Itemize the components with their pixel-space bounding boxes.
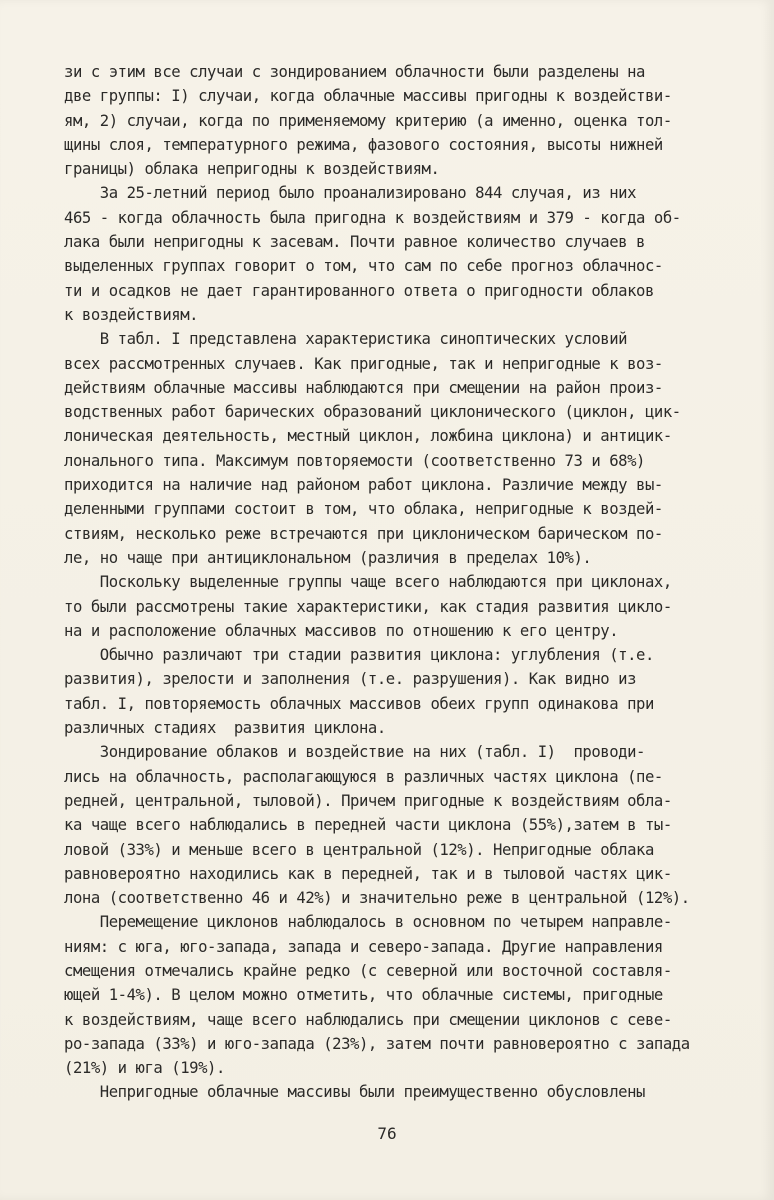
text-line: ниям: с юга, юго-запада, запада и северо-запада. Другие направления	[64, 937, 663, 956]
text-line: Перемещение циклонов наблюдалось в основном по четырем направле-	[64, 913, 672, 932]
text-line: За 25-летний период было проанализировано 844 случая, из них	[64, 184, 637, 203]
text-line: Непригодные облачные массивы были преимущественно обусловлены	[64, 1083, 645, 1102]
text-line: ствиям, несколько реже встречаются при циклоническом барическом по-	[64, 524, 663, 543]
text-line: равновероятно находились как в передней, так и в тыловой частях цик-	[64, 864, 672, 883]
text-line: лоническая деятельность, местный циклон, ложбина циклона) и антицик-	[64, 427, 672, 446]
text-line: к воздействиям, чаще всего наблюдались при смещении циклонов с севе-	[64, 1010, 672, 1029]
text-line: различных стадиях развития циклона.	[64, 719, 386, 738]
text-line: (21%) и юга (19%).	[64, 1059, 225, 1078]
text-line: то были рассмотрены такие характеристики, как стадия развития цикло-	[64, 597, 672, 616]
text-line: ловой (33%) и меньше всего в центральной (12%). Непригодные облака	[64, 840, 654, 859]
text-line: две группы: I) случаи, когда облачные массивы пригодны к воздействи-	[64, 87, 672, 106]
text-line: ро-запада (33%) и юго-запада (23%), затем почти равновероятно с запада	[64, 1034, 690, 1053]
text-line: действиям облачные массивы наблюдаются при смещении на район произ-	[64, 378, 663, 397]
text-line: лонального типа. Максимум повторяемости (соответственно 73 и 68%)	[64, 451, 645, 470]
text-line: на и расположение облачных массивов по отношению к его центру.	[64, 621, 619, 640]
text-line: деленными группами состоит в том, что облака, непригодные к воздей-	[64, 500, 663, 519]
text-line: ти и осадков не дает гарантированного ответа о пригодности облаков	[64, 281, 654, 300]
text-line: В табл. I представлена характеристика синоптических условий	[64, 330, 628, 349]
text-line: табл. I, повторяемость облачных массивов обеих групп одинакова при	[64, 694, 654, 713]
text-line: Поскольку выделенные группы чаще всего наблюдаются при циклонах,	[64, 573, 672, 592]
text-line: выделенных группах говорит о том, что сам по себе прогноз облачнос-	[64, 257, 663, 276]
text-line: Обычно различают три стадии развития циклона: углубления (т.е.	[64, 646, 654, 665]
text-line: лись на облачность, располагающуюся в различных частях циклона (пе-	[64, 767, 663, 786]
text-line: ка чаще всего наблюдались в передней части циклона (55%),затем в ты-	[64, 816, 672, 835]
text-line: границы) облака непригодны к воздействиям.	[64, 160, 440, 179]
text-line: ле, но чаще при антициклональном (различия в пределах 10%).	[64, 548, 592, 567]
text-line: ям, 2) случаи, когда по применяемому критерию (а именно, оценка тол-	[64, 111, 672, 130]
body-text	[64, 60, 764, 1105]
text-line: водственных работ барических образований циклонического (циклон, цик-	[64, 403, 681, 422]
text-line: щины слоя, температурного режима, фазового состояния, высоты нижней	[64, 135, 663, 154]
text-line: лака были непригодны к засевам. Почти равное количество случаев в	[64, 233, 645, 252]
text-line: ющей 1-4%). В целом можно отметить, что облачные системы, пригодные	[64, 986, 663, 1005]
text-line: развития), зрелости и заполнения (т.е. разрушения). Как видно из	[64, 670, 637, 689]
text-line: приходится на наличие над районом работ циклона. Различие между вы-	[64, 476, 663, 495]
text-line: всех рассмотренных случаев. Как пригодные, так и непригодные к воз-	[64, 354, 663, 373]
text-line: зи с этим все случаи с зондированием облачности были разделены на	[64, 63, 645, 81]
page-number: 76	[377, 1124, 397, 1143]
text-line: 465 - когда облачность была пригодна к воздействиям и 379 - когда об-	[64, 208, 681, 227]
text-line: к воздействиям.	[64, 305, 199, 324]
text-line: смещения отмечались крайне редко (с северной или восточной составля-	[64, 961, 672, 980]
text-line: лона (соответственно 46 и 42%) и значительно реже в центральной (12%).	[64, 889, 690, 908]
text-line: Зондирование облаков и воздействие на них (табл. I) проводи-	[64, 743, 645, 762]
text-line: редней, центральной, тыловой). Причем пригодные к воздействиям обла-	[64, 791, 672, 810]
